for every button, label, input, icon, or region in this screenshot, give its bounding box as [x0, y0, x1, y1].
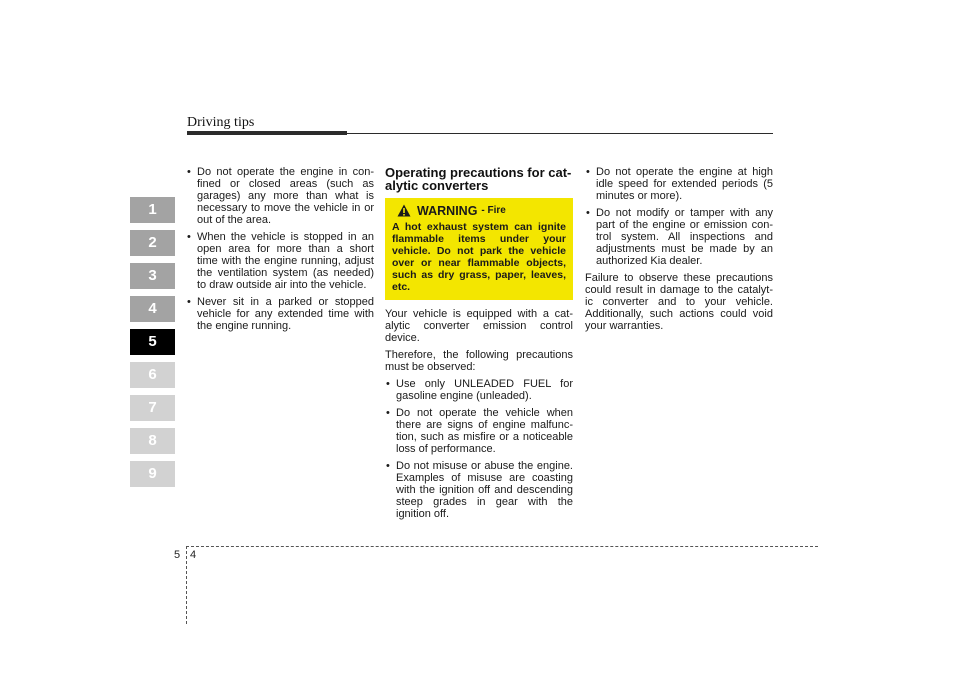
chapter-tab-5[interactable]: 5 — [130, 329, 175, 355]
warning-header — [392, 204, 566, 217]
warning-box — [385, 198, 573, 300]
header-rule-thick — [187, 131, 347, 135]
chapter-tab-7[interactable]: 7 — [130, 395, 175, 421]
column-middle — [385, 166, 573, 525]
header-rule-thin — [347, 133, 773, 134]
section-title: Operating precautions for cat- alytic converters — [385, 165, 572, 193]
chapter-tab-6[interactable]: 6 — [130, 362, 175, 388]
warning-triangle-icon — [397, 204, 411, 217]
bullet-list — [585, 166, 773, 267]
list-item: • Do not misuse or abuse the engine. Examples of misuse are coasting with the ignition off and descending steep grades in gear with the ignition off. — [385, 460, 573, 520]
chapter-tab-3[interactable]: 3 — [130, 263, 175, 289]
bullet-list — [186, 166, 374, 332]
list-item: • Never sit in a parked or stopped vehicle for any extended time with the engine running. — [186, 296, 374, 332]
warning-label: WARNING — [417, 203, 478, 218]
footer-vertical-divider — [186, 546, 187, 624]
warning-subtitle: - Fire — [481, 204, 506, 216]
warning-body: A hot exhaust system can ignite flammable items under your vehicle. Do not park the vehicle over or near flammable objects, such as dry grass, paper, leaves, etc. — [392, 221, 566, 293]
list-item: • When the vehicle is stopped in an open area for more than a short time with the engine running, adjust the ventilation system (as needed) to draw outside air into the vehicle. — [186, 231, 374, 291]
bullet-list — [385, 378, 573, 520]
page-section-number: 5 — [174, 549, 181, 561]
paragraph: Your vehicle is equipped with a cat- alytic converter emission control device. — [385, 308, 573, 344]
list-item: • Do not operate the vehicle when there are signs of engine malfunc- tion, such as misfire or a noticeable loss of performance. — [385, 407, 573, 455]
list-item: • Do not operate the engine in con- fined or closed areas (such as garages) any more than what is necessary to move the vehicle in or out of the area. — [186, 166, 374, 226]
list-item: • Do not modify or tamper with any part of the engine or emission con- trol system. All inspections and adjustments must be made by an authorized Kia dealer. — [585, 207, 773, 267]
chapter-tabs — [130, 197, 175, 494]
list-item: • Do not operate the engine at high idle speed for extended periods (5 minutes or more). — [585, 166, 773, 202]
chapter-tab-2[interactable]: 2 — [130, 230, 175, 256]
chapter-tab-9[interactable]: 9 — [130, 461, 175, 487]
chapter-tab-4[interactable]: 4 — [130, 296, 175, 322]
chapter-tab-1[interactable]: 1 — [130, 197, 175, 223]
chapter-tab-8[interactable]: 8 — [130, 428, 175, 454]
column-left — [186, 166, 374, 337]
header-title: Driving tips — [187, 115, 255, 130]
column-right — [585, 166, 773, 337]
page-number: 4 — [190, 549, 197, 561]
footer-divider — [186, 546, 818, 547]
paragraph: Failure to observe these precautions could result in damage to the catalyt- ic converter and to your vehicle. Additionally, such actions could void your warranties. — [585, 272, 773, 332]
list-item: • Use only UNLEADED FUEL for gasoline engine (unleaded). — [385, 378, 573, 402]
paragraph: Therefore, the following precautions must be observed: — [385, 349, 573, 373]
